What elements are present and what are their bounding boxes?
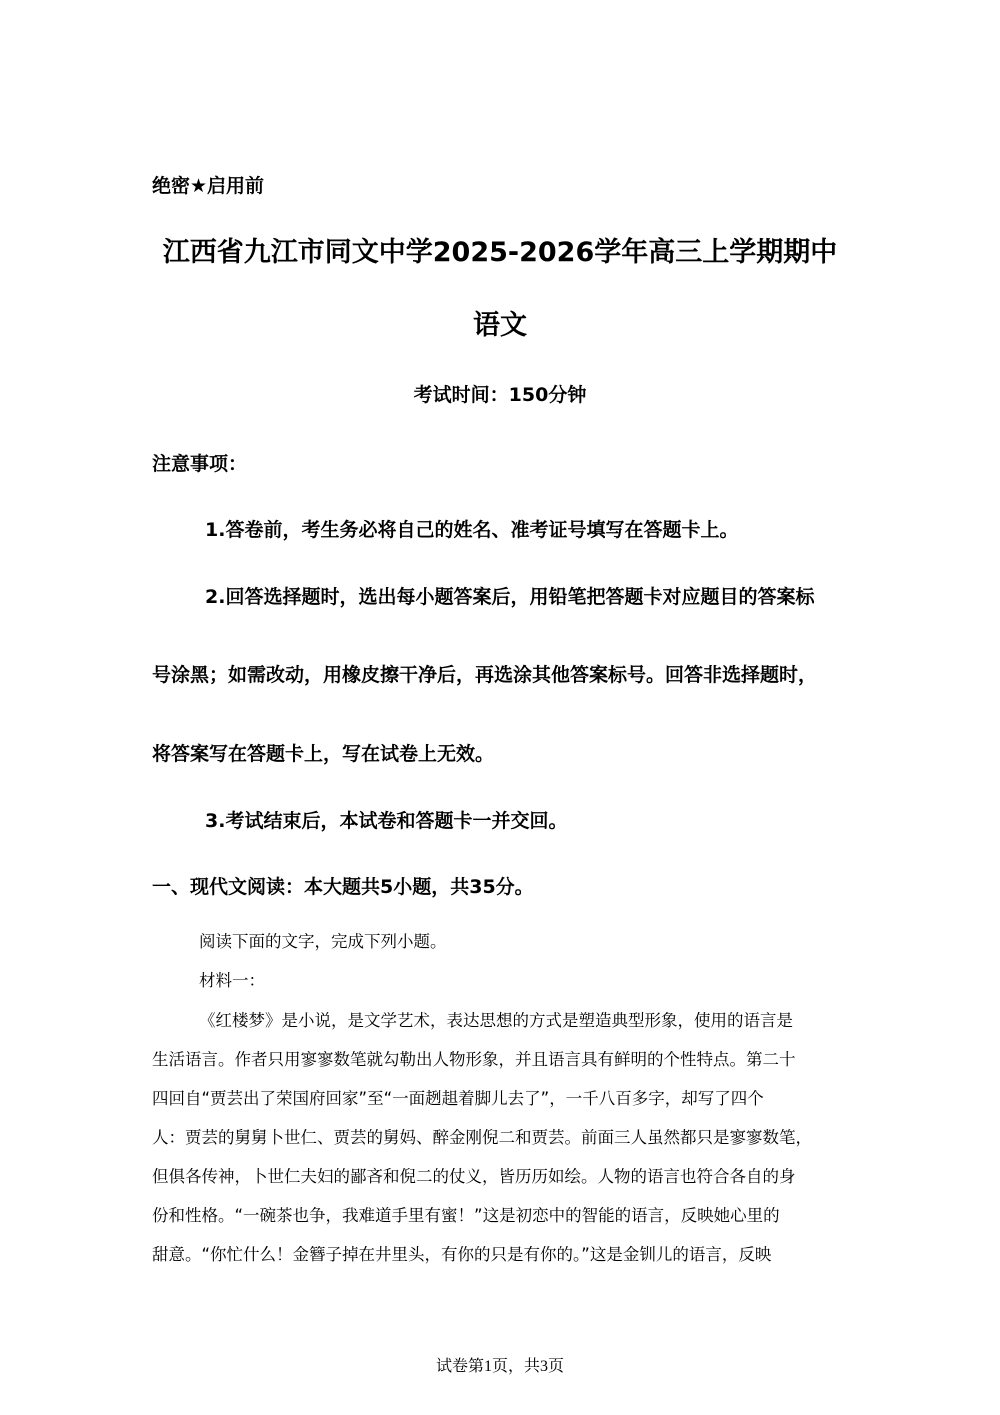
- subject-title: 语文: [473, 310, 527, 341]
- passage-line: 甜意。“你忙什么！金簪子掉在井里头，有你的只是有你的。”这是金钏儿的语言，反映: [152, 1245, 772, 1264]
- passage-line: 份和性格。“一碗茶也争，我难道手里有蜜！”这是初恋中的智能的语言，反映她心里的: [152, 1206, 780, 1225]
- material-label: 材料一：: [199, 971, 265, 990]
- notes-heading: 注意事项：: [152, 453, 248, 475]
- passage-line: 但俱各传神，卜世仁夫妇的鄙吝和倪二的仗义，皆历历如绘。人物的语言也符合各自的身: [152, 1167, 796, 1186]
- page-footer: 试卷第1页，共3页: [435, 1358, 564, 1375]
- note-item-3: 3.考试结束后，本试卷和答题卡一并交回。: [205, 810, 568, 832]
- note-item-2-line-1: 2.回答选择题时，选出每小题答案后，用铅笔把答题卡对应题目的答案标: [205, 586, 815, 608]
- passage-line: 四回自“贾芸出了荣国府回家”至“一面趔趄着脚儿去了”，一千八百多字，却写了四个: [152, 1089, 764, 1108]
- note-item-2-line-3: 将答案写在答题卡上，写在试卷上无效。: [152, 743, 495, 765]
- note-item-1: 1.答卷前，考生务必将自己的姓名、准考证号填写在答题卡上。: [205, 519, 739, 541]
- passage-line: 人：贾芸的舅舅卜世仁、贾芸的舅妈、醉金刚倪二和贾芸。前面三人虽然都只是寥寥数笔，: [152, 1128, 812, 1147]
- passage-line: 《红楼梦》是小说，是文学艺术，表达思想的方式是塑造典型形象，使用的语言是: [199, 1011, 793, 1030]
- confidential-label: 绝密★启用前: [152, 175, 265, 197]
- passage-line: 生活语言。作者只用寥寥数笔就勾勒出人物形象，并且语言具有鲜明的个性特点。第二十: [152, 1050, 796, 1069]
- section-1-heading: 一、现代文阅读：本大题共5小题，共35分。: [152, 876, 534, 898]
- note-item-2-line-2: 号涂黑；如需改动，用橡皮擦干净后，再选涂其他答案标号。回答非选择题时，: [152, 664, 818, 686]
- exam-title: 江西省九江市同文中学2025-2026学年高三上学期期中: [162, 237, 838, 268]
- reading-instruction: 阅读下面的文字，完成下列小题。: [199, 932, 447, 951]
- exam-time: 考试时间：150分钟: [413, 384, 587, 406]
